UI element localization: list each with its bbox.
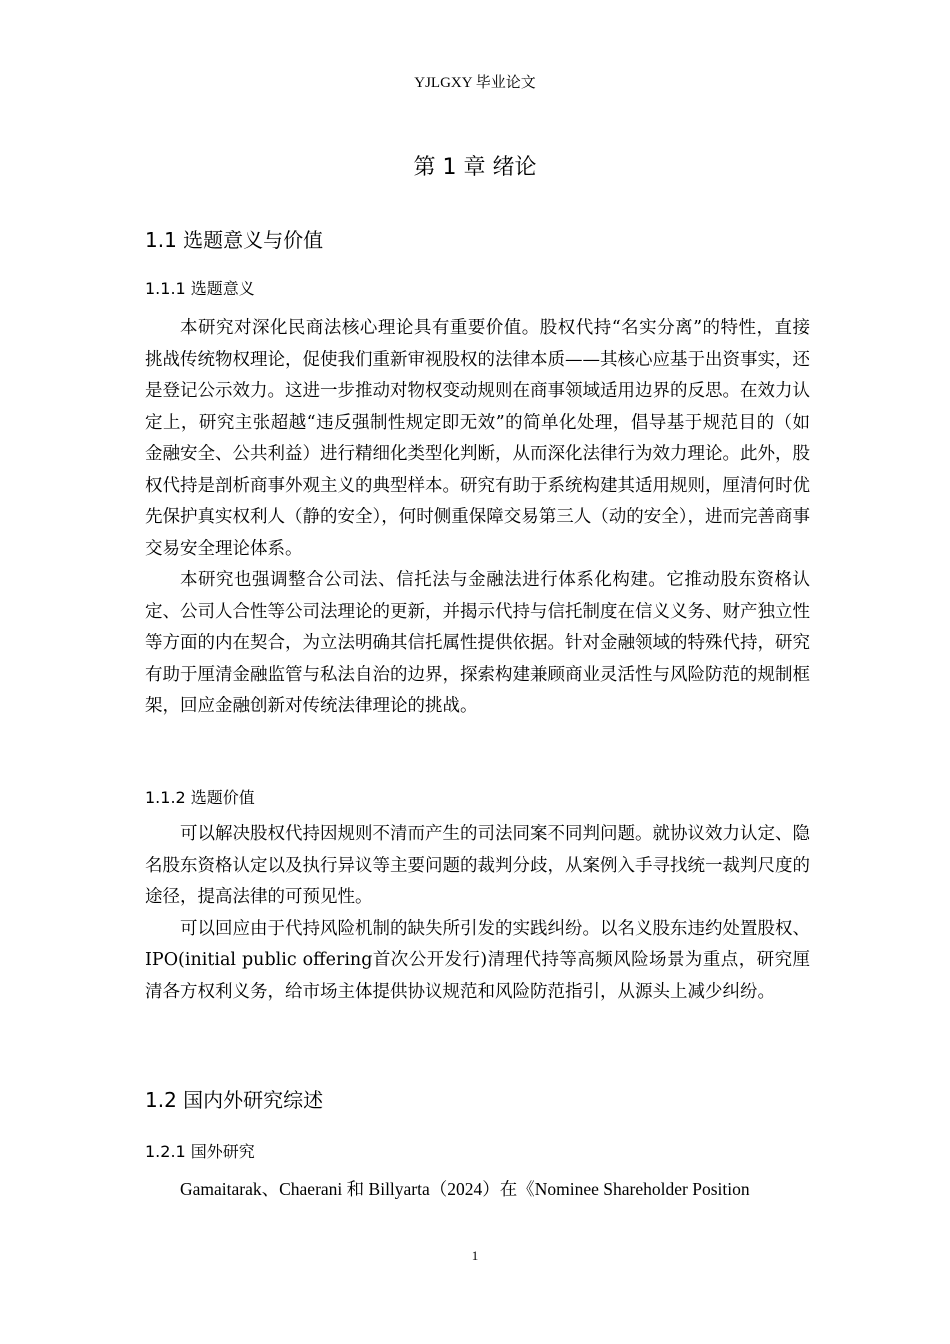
section-1-1-1-body [145,313,810,723]
subsection-heading-1-1-2: 1.1.2 选题价值 [145,788,255,807]
section-1-1-2-body [145,819,810,1008]
subsection-heading-1-1-1: 1.1.1 选题意义 [145,279,255,298]
chapter-title: 第 1 章 绪论 [413,155,537,180]
section-heading-1-1: 1.1 选题意义与价值 [145,228,324,252]
paragraph: 可以解决股权代持因规则不清而产生的司法同案不同判问题。就协议效力认定、隐名股东资格认定以及执行异议等主要问题的裁判分歧，从案例入手寻找统一裁判尺度的途径，提高法律的可预见性。 [145,824,810,907]
paragraph: Gamaitarak、Chaerani 和 Billyarta（2024）在《Nominee Shareholder Position [180,1179,750,1199]
page-header: YJLGXY 毕业论文 [414,75,536,91]
section-1-2-1-body [145,1174,810,1206]
paragraph: 本研究对深化民商法核心理论具有重要价值。股权代持“名实分离”的特性，直接挑战传统物权理论，促使我们重新审视股权的法律本质——其核心应基于出资事实，还是登记公示效力。这进一步推动对物权变动规则在商事领域适用边界的反思。在效力认定上，研究主张超越“违反强制性规定即无效”的简单化处理，倡导基于规范目的（如金融安全、公共利益）进行精细化类型化判断，从而深化法律行为效力理论。此外，股权代持是剖析商事外观主义的典型样本。研究有助于系统构建其适用规则，厘清何时优先保护真实权利人（静的安全），何时侧重保障交易第三人（动的安全），进而完善商事交易安全理论体系。 [145,318,810,559]
paragraph: 本研究也强调整合公司法、信托法与金融法进行体系化构建。它推动股东资格认定、公司人合性等公司法理论的更新，并揭示代持与信托制度在信义义务、财产独立性等方面的内在契合，为立法明确其信托属性提供依据。针对金融领域的特殊代持，研究有助于厘清金融监管与私法自治的边界，探索构建兼顾商业灵活性与风险防范的规制框架，回应金融创新对传统法律理论的挑战。 [145,570,810,716]
paragraph: 可以回应由于代持风险机制的缺失所引发的实践纠纷。以名义股东违约处置股权、IPO(initial public offering首次公开发行)清理代持等高频风险场景为重点，研究厘清各方权利义务，给市场主体提供协议规范和风险防范指引，从源头上减少纠纷。 [145,918,810,1002]
subsection-heading-1-2-1: 1.2.1 国外研究 [145,1142,255,1161]
page-number: 1 [471,1248,479,1263]
section-heading-1-2: 1.2 国内外研究综述 [145,1088,324,1112]
